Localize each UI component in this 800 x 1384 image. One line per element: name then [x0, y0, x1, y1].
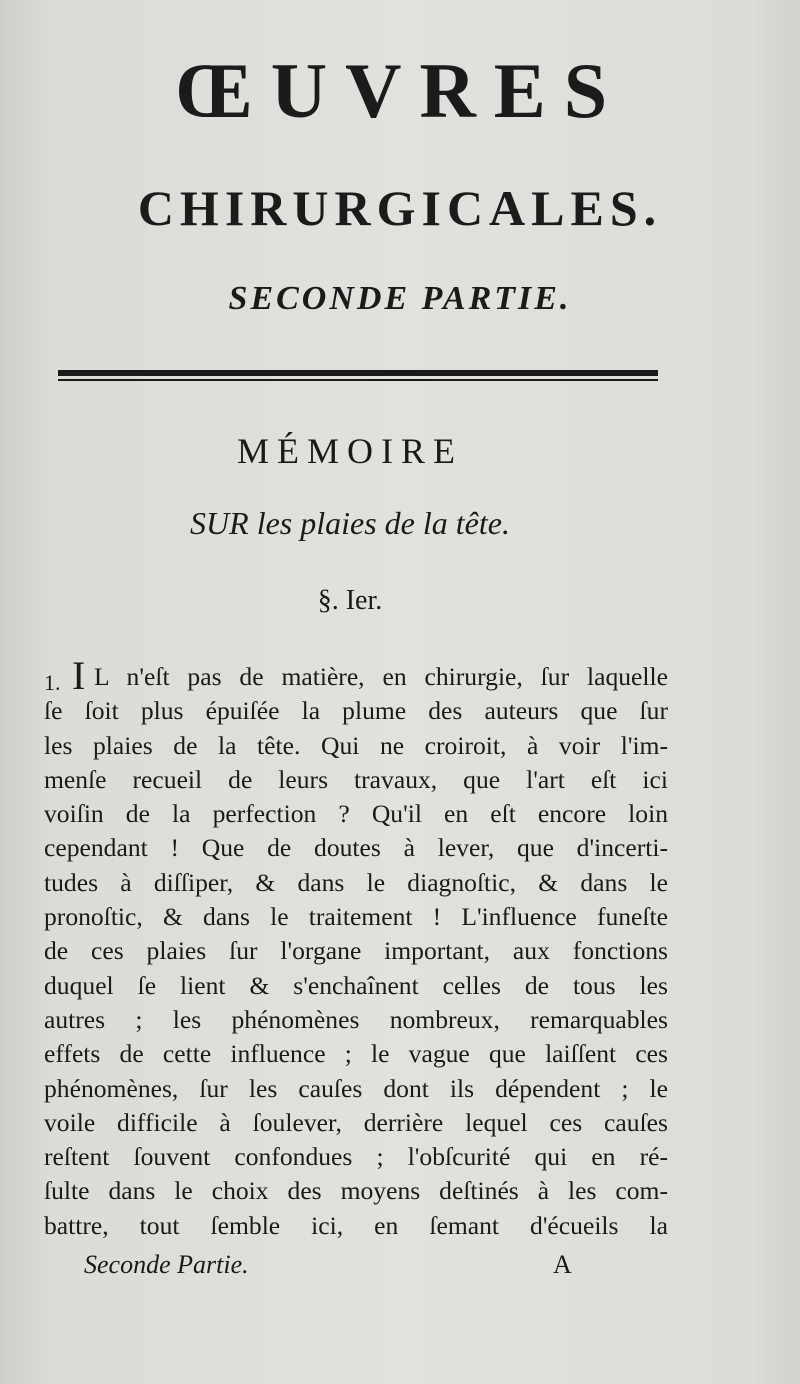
- text-line: de ces plaies ſur l'organe important, aux fonctions: [44, 936, 668, 966]
- part-title: SECONDE PARTIE.: [228, 280, 572, 317]
- text-line: reſtent ſouvent confondues ; l'obſcurité qui en ré-: [44, 1142, 668, 1172]
- signature-mark: A: [553, 1250, 572, 1279]
- text-line: battre, tout ſemble ici, en ſemant d'écueils la: [44, 1210, 668, 1240]
- memoir-subtitle: SUR les plaies de la tête.: [190, 505, 510, 541]
- divider-rule-thin: [58, 379, 658, 381]
- drop-cap: I: [72, 653, 86, 698]
- paragraph-number: 1.: [44, 670, 61, 695]
- text-line: L n'eſt pas de matière, en chirurgie, ſur laquelle: [94, 662, 668, 691]
- text-line: voiſin de la perfection ? Qu'il en eſt encore loin: [44, 799, 668, 829]
- divider-rule-thick: [58, 370, 658, 376]
- text-line: tudes à diſſiper, & dans le diagnoſtic, & dans le: [44, 867, 668, 897]
- text-line: menſe recueil de leurs travaux, que l'art eſt ici: [44, 764, 668, 794]
- text-line: voile difficile à ſoulever, derrière lequel ces cauſes: [44, 1107, 668, 1137]
- text-line: cependant ! Que de doutes à lever, que d'incerti-: [44, 833, 668, 863]
- text-line: autres ; les phénomènes nombreux, remarquables: [44, 1004, 668, 1034]
- text-line: ſulte dans le choix des moyens deſtinés à les com-: [44, 1176, 668, 1206]
- body-text: [44, 660, 668, 1243]
- memoir-title: MÉMOIRE: [237, 431, 463, 471]
- section-heading: §. Ier.: [317, 585, 383, 616]
- book-subtitle: CHIRURGICALES.: [137, 180, 663, 236]
- signature-line: Seconde Partie.: [84, 1250, 249, 1279]
- text-line: pronoſtic, & dans le traitement ! L'influence funeſte: [44, 902, 668, 932]
- text-line: ſe ſoit plus épuiſée la plume des auteurs que ſur: [44, 696, 668, 726]
- book-title: ŒUVRES: [174, 47, 626, 134]
- text-line: phénomènes, ſur les cauſes dont ils dépendent ; le: [44, 1073, 668, 1103]
- text-line: les plaies de la tête. Qui ne croiroit, à voir l'im-: [44, 730, 668, 760]
- text-line: effets de cette influence ; le vague que laiſſent ces: [44, 1039, 668, 1069]
- text-line: duquel ſe lient & s'enchaînent celles de tous les: [44, 970, 668, 1000]
